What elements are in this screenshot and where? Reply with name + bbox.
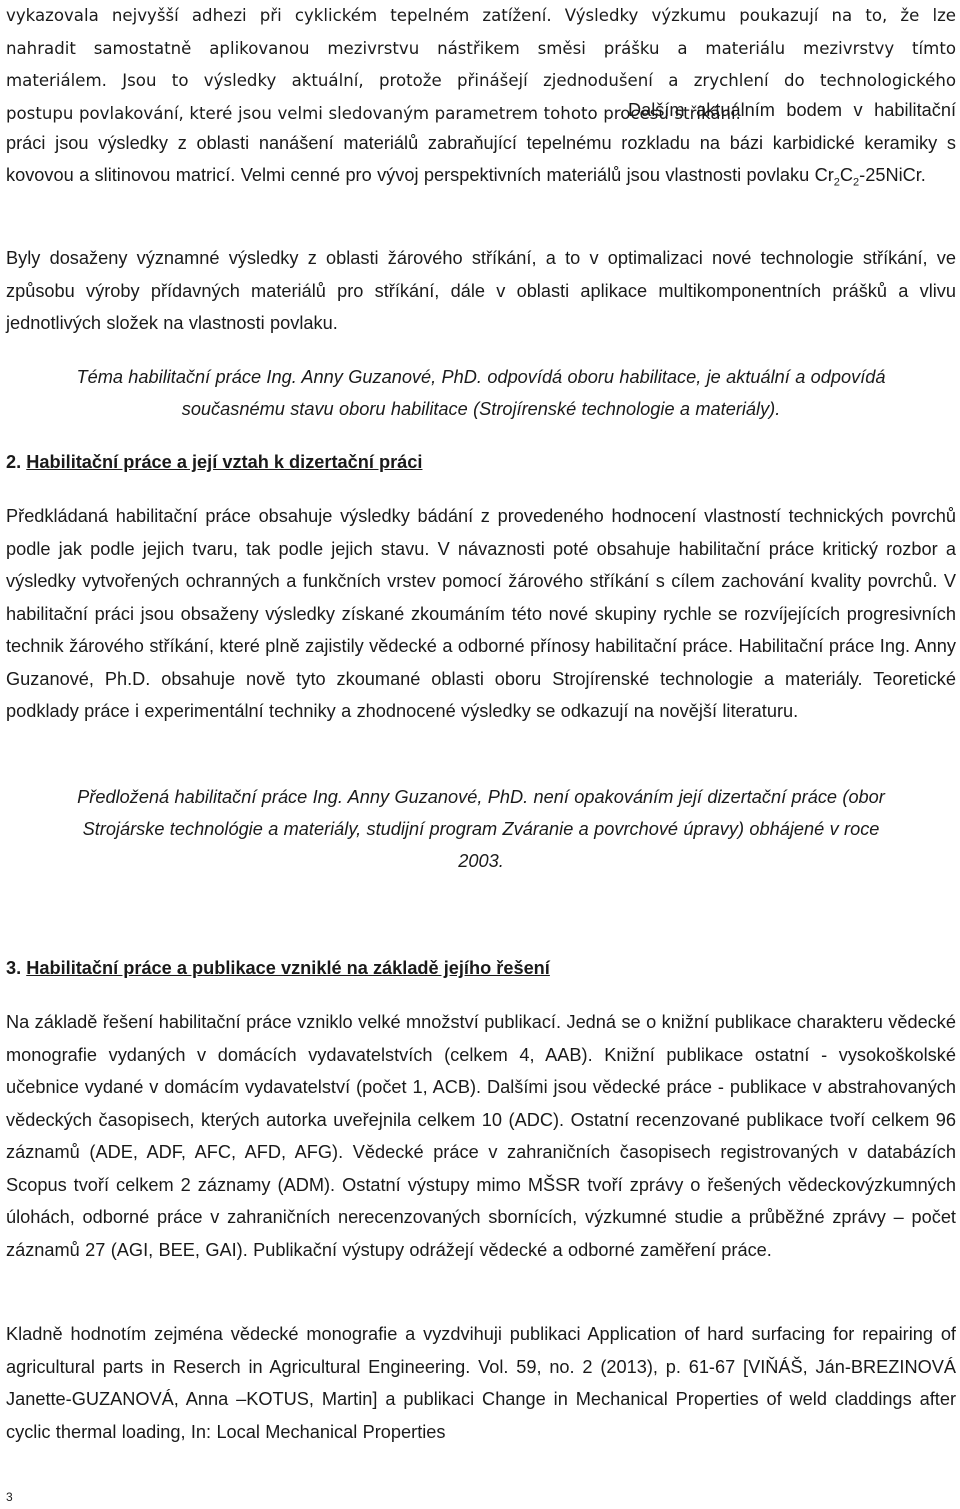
italic-dissertation-line-1: Předložená habilitační práce Ing. Anny Guzanové, PhD. není opakováním její dizertační práce (obor (77, 787, 885, 807)
intro-line-2: nahradit samostatně aplikovanou mezivrstvu nástřikem směsi prášku a materiálu mezivrstvy tímto (6, 38, 956, 58)
section-heading-2: 2. Habilitační práce a její vztah k dizertační práci (6, 452, 423, 472)
intro-line-3: materiálem. Jsou to výsledky aktuální, protože přinášejí zjednodušení a zrychlení do technologického (6, 71, 956, 90)
intro-line-1: vykazovala nejvyšší adhezi při cyklickém tepelném zatížení. Výsledky výzkumu poukazují na to, že lze (6, 6, 956, 25)
paragraph-publications: Na základě řešení habilitační práce vzniklo velké množství publikací. Jedná se o knižní publikace charakteru vědecké monografie vydaných v domácích vydavatelstvích (celkem 4, AAB). Knižní publikace ostatní - vysokoškolské učebnice vydané v domácím vydavatelství (počet 1, ACB). Dalšími jsou vědecké práce - publikace v abstrahovaných vědeckých časopisech, kterých autorka uveřejnila celkem 10 (ADC). Ostatní recenzované publikace tvoří celkem 96 záznamů (ADE, ADF, AFC, AFD, AFG). Vědecké práce v zahraničních časopisech registrovaných v databázích Scopus tvoří celkem 2 záznamy (ADM). Ostatní výstupy mimo MŠSR tvoří zprávy o řešených vědeckovýzkumných úlohách, odborné práce v zahraničních nerecenzovaných sbornících, výzkumné studie a průběžné zprávy – počet záznamů 27 (AGI, BEE, GAI). Publikační výstupy odrážejí vědecké a odborné zaměření práce. (6, 1012, 956, 1260)
italic-dissertation-line-2: Strojárske technológie a materiály, studijní program Zváranie a povrchové úpravy) obhájené v roce (82, 819, 880, 839)
italic-topic-line-1: Téma habilitační práce Ing. Anny Guzanové, PhD. odpovídá oboru habilitace, je aktuální a odpovídá (76, 367, 886, 387)
section-heading-3: 3. Habilitační práce a publikace vzniklé na základě jejího řešení (6, 958, 550, 978)
italic-dissertation-line-3: 2003. (458, 851, 504, 871)
italic-topic-line-2: současnému stavu oboru habilitace (Strojírenské technologie a materiály). (181, 399, 781, 419)
paragraph-current-topic: Dalším aktuálním bodem v habilitační práci jsou výsledky z oblasti nanášení materiálů zabraňující tepelnému rozkladu na bázi karbidické keramiky s kovovou a slitinovou matricí. Velmi cenné pro vývoj perspektivních materiálů jsou vlastnosti povlaku $Cr_2C_2-25NiCr$. (6, 100, 956, 189)
intro-line-4: postupu povlakování, které jsou velmi sledovaným parametrem tohoto procesu stříkání. (6, 103, 741, 123)
paragraph-evaluation: Kladně hodnotím zejména vědecké monografie a vyzdvihuji publikaci Application of hard surfacing for repairing of agricultural parts in Reserch in Agricultural Engineering. Vol. 59, no. 2 (2013), p. 61-67 [VIŇÁŠ, Ján-BREZINOVÁ Janette-GUZANOVÁ, Anna –KOTUS, Martin] a publikaci Change in Mechanical Properties of weld claddings after cyclic thermal loading, In: Local Mechanical Properties (6, 1324, 956, 1442)
paragraph-habilitation-content: Předkládaná habilitační práce obsahuje výsledky bádání z provedeného hodnocení vlastností technických povrchů podle jak podle jejich tvaru, tak podle jejich stavu. V návaznosti poté obsahuje habilitační práce kritický rozbor a výsledky vytvořených ochranných a funkčních vrstev pomocí žárového stříkání s cílem zachování kvality povrchů. V habilitační práci jsou obsaženy výsledky získané zkoumáním této nové skupiny rychle se rozvíjejících progresivních technik žárového stříkání, které plně zajistily vědecké a odborné přínosy habilitační práce. Habilitační práce Ing. Anny Guzanové, Ph.D. obsahuje nově tyto zkoumané oblasti oboru Strojírenské technologie a materiály. Teoretické podklady práce i experimentální techniky a zhodnocené výsledky se odkazují na novější literaturu. (6, 506, 956, 721)
page-number: 3 (6, 1490, 13, 1504)
paragraph-results: Byly dosaženy významné výsledky z oblasti žárového stříkání, a to v optimalizaci nové technologie stříkání, ve způsobu výroby přídavných materiálů pro stříkání, dále v oblasti aplikace multikomponentních prášků a vlivu jednotlivých složek na vlastnosti povlaku. (6, 248, 956, 333)
